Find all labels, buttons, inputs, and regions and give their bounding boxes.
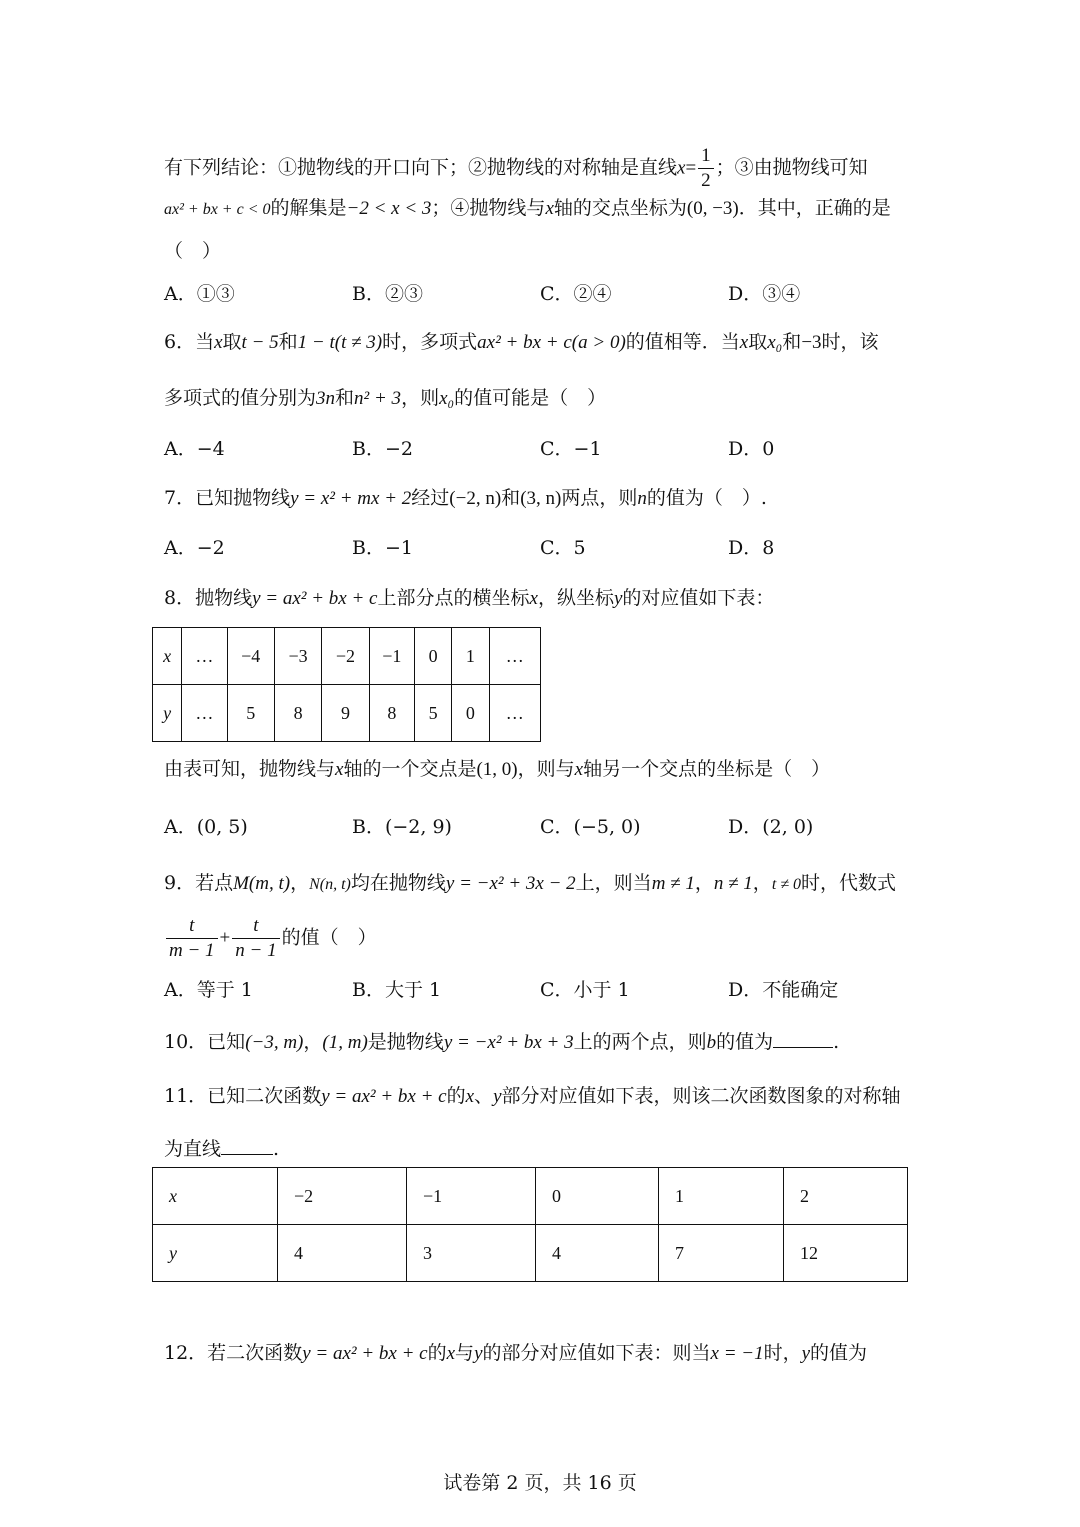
q9-text: ， [694,872,714,894]
table-cell: 0 [452,685,489,742]
table-cell: 8 [274,685,321,742]
table-row [153,628,541,685]
q12-cond: x = −1 [710,1343,764,1364]
q9-text: ， [752,872,772,894]
q6-text: 6．当 [164,331,215,353]
q6-text: 和 [335,387,355,409]
q8-line [164,589,774,608]
q12-expr: y = ax² + bx + c [302,1343,428,1364]
table-cell: −2 [322,628,369,685]
q6-option-d[interactable]: D．0 [728,438,775,460]
q12-var: y [474,1343,483,1364]
q7-option-d[interactable]: D．8 [728,537,775,559]
q8-option-d[interactable]: D．(2, 0) [728,816,814,838]
q5-text-end: ；③由抛物线可知 [715,156,868,179]
q10-text: 上的两个点，则 [573,1031,707,1053]
q9-point: M(m, t) [233,873,291,894]
q9-option-b[interactable]: B．大于 1 [352,979,442,1001]
q12-line [164,1344,867,1363]
q6-expr: −3 [801,332,822,353]
q5-text: 有下列结论：①抛物线的开口向下；②抛物线的对称轴是直线 [164,156,678,179]
table-row [153,1168,908,1225]
q7-point: (−2, n) [449,488,502,509]
q11-text: 11．已知二次函数 [164,1085,322,1107]
table-cell: 3 [407,1225,536,1282]
q9-text: 时，代数式 [801,872,897,894]
q6-text: 和 [782,331,802,353]
q6-text: 多项式的值分别为 [164,387,317,409]
frac-denominator: m − 1 [169,939,215,961]
q12-text: 的 [427,1342,447,1364]
table-cell: −2 [278,1168,407,1225]
q6-option-a[interactable]: A．−4 [164,438,225,460]
q7-var: n [637,488,647,509]
q9-cond: t ≠ 0 [771,876,802,893]
q11-text: . [273,1138,280,1160]
q5-option-a[interactable]: A．①③ [164,283,235,305]
q7-option-b[interactable]: B．−1 [352,537,413,559]
q9-text: 的值（ ） [281,926,377,949]
q6-text: 时，多项式 [382,331,478,353]
q12-var: x [446,1343,456,1364]
q6-var: x [739,332,749,353]
q8-var: x [529,588,538,609]
q5-eq: = [685,157,697,179]
frac-numerator: t [166,916,218,939]
q8-expr: y = ax² + bx + c [252,588,378,609]
table-cell: 0 [414,628,451,685]
frac-numerator: t [232,916,279,939]
q8-text: 的对应值如下表： [622,587,775,609]
q5-option-b[interactable]: B．②③ [352,283,423,305]
q8-text: ，则与 [517,758,575,780]
q9-plus: + [219,927,231,949]
q12-text: 的值为 [810,1342,868,1364]
q8-var: x [335,759,344,780]
table-cell: −1 [369,628,414,685]
q7-line [164,489,767,508]
table-cell: 7 [659,1225,784,1282]
table-cell: 8 [369,685,414,742]
table-cell: 1 [452,628,489,685]
q8-followup [164,760,830,779]
q12-text: 与 [455,1342,475,1364]
q7-option-a[interactable]: A．−2 [164,537,225,559]
q12-text: 12．若二次函数 [164,1342,303,1364]
table-row [153,1225,908,1282]
q8-text: 轴的一个交点是 [343,758,477,780]
q7-text: 和 [501,487,521,509]
table-cell: 4 [536,1225,659,1282]
table-cell: 5 [414,685,451,742]
q5-inequality: ax² + bx + c < 0 [164,201,271,218]
q5-paren: （ ） [164,240,222,262]
q9-line2 [164,916,377,961]
q10-text: 是抛物线 [367,1031,444,1053]
q9-expr: y = −x² + 3x − 2 [445,873,576,894]
q6-line1 [164,333,879,352]
q6-var: x [214,332,223,353]
q6-expr: 3n [316,388,336,409]
q10-var: b [706,1032,717,1053]
q6-expr: x₀ [767,332,783,353]
q11-expr: y = ax² + bx + c [321,1086,447,1107]
frac-denominator: 2 [701,169,711,191]
table-cell: 5 [227,685,274,742]
q5-var: x [545,198,554,219]
q9-option-a[interactable]: A．等于 1 [164,979,253,1001]
q5-text: ；④抛物线与 [431,197,546,219]
q5-var: x [677,157,686,179]
q11-line2 [164,1137,279,1159]
q11-answer-blank[interactable] [221,1137,273,1155]
q9-fraction-2 [232,916,279,961]
q9-text: 上，则当 [575,872,652,894]
q11-line1 [164,1087,901,1106]
table-cell: … [489,628,540,685]
q9-fraction-1 [166,916,218,961]
q9-option-c[interactable]: C．小于 1 [540,979,630,1001]
q12-var: y [801,1343,811,1364]
q5-option-c[interactable]: C．②④ [540,283,612,305]
table-cell: y [153,1225,278,1282]
q6-expr: 1 − t(t ≠ 3) [297,332,383,353]
q6-text: 的值可能是（ ） [454,387,607,409]
q11-text: 为直线 [164,1138,222,1160]
q8-option-c[interactable]: C．(−5, 0) [540,816,641,838]
q12-text: 的部分对应值如下表：则当 [482,1342,711,1364]
q6-text: 的值相等．当 [625,331,740,353]
q8-point: (1, 0) [476,759,518,780]
q8-text: 上部分点的横坐标 [377,587,530,609]
table-cell: −4 [227,628,274,685]
q11-table [152,1167,908,1282]
q8-text: 由表可知，抛物线与 [164,758,336,780]
q8-var: y [613,588,623,609]
q10-text: . [833,1031,840,1053]
q6-expr: x₀ [439,388,455,409]
q10-text: 的值为 [716,1031,774,1053]
q5-fraction [698,146,714,191]
q9-text: ， [290,872,310,894]
table-cell: 0 [536,1168,659,1225]
q8-option-a[interactable]: A．(0, 5) [164,816,248,838]
q10-text: 10．已知 [164,1031,246,1053]
q10-point: (−3, m) [245,1032,304,1053]
q6-expr: t − 5 [241,332,279,353]
q12-text: 时， [763,1342,802,1364]
q5-range: −2 < x < 3 [346,198,432,219]
frac-denominator: n − 1 [235,939,277,961]
q9-text: 均在抛物线 [350,872,446,894]
q7-option-c[interactable]: C．5 [540,537,586,559]
q6-text: 和 [278,331,298,353]
q6-text: 取 [222,331,242,353]
q7-point: (3, n) [520,488,562,509]
q7-text: 7．已知抛物线 [164,487,291,509]
table-cell: −1 [407,1168,536,1225]
table-cell: x [153,628,182,685]
q5-text: 的解集是 [270,197,347,219]
q10-answer-blank[interactable] [773,1030,833,1048]
q10-text: ， [303,1031,323,1053]
table-cell: 9 [322,685,369,742]
table-cell: y [153,685,182,742]
q6-text: ，则 [401,387,440,409]
table-cell: 12 [784,1225,908,1282]
q9-text: 9．若点 [164,872,234,894]
q6-expr: ax² + bx + c(a > 0) [477,332,626,353]
q9-option-d[interactable]: D．不能确定 [728,979,839,1001]
q6-option-b[interactable]: B．−2 [352,438,413,460]
q8-table [152,627,541,742]
table-cell: … [182,685,227,742]
q5-text: 轴的交点坐标为 [553,197,687,219]
q11-var: y [493,1086,502,1107]
q7-expr: y = x² + mx + 2 [290,488,412,509]
q6-option-c[interactable]: C．−1 [540,438,602,460]
table-cell: 4 [278,1225,407,1282]
q8-option-b[interactable]: B．(−2, 9) [352,816,452,838]
table-cell: … [182,628,227,685]
q9-cond: m ≠ 1 [651,873,695,894]
table-cell: −3 [274,628,321,685]
q11-text: 、 [474,1085,494,1107]
table-cell: x [153,1168,278,1225]
q5-line1 [164,146,868,191]
q6-text: 取 [748,331,768,353]
q5-text: ．其中，正确的是 [738,197,891,219]
q7-text: 的值为（ ）. [646,487,767,509]
q10-line [164,1030,839,1052]
q11-text: 部分对应值如下表，则该二次函数图象的对称轴 [501,1085,901,1107]
page-footer: 试卷第 2 页，共 16 页 [443,1472,637,1494]
q7-text: 两点，则 [561,487,638,509]
q9-cond: n ≠ 1 [713,873,753,894]
q10-point: (1, m) [322,1032,368,1053]
q8-var: x [574,759,584,780]
q8-text: ，纵坐标 [537,587,614,609]
q5-line2 [164,199,891,218]
table-cell: 1 [659,1168,784,1225]
q6-line2 [164,389,606,408]
table-cell: … [489,685,540,742]
q8-text: 8．抛物线 [164,587,253,609]
q7-text: 经过 [411,487,450,509]
q6-expr: n² + 3 [354,388,402,409]
q5-option-d[interactable]: D．③④ [728,283,801,305]
q9-point: N(n, t) [309,876,351,893]
table-row [153,685,541,742]
q11-var: x [465,1086,475,1107]
q6-text: 时，该 [821,331,879,353]
q5-point: (0, −3) [686,198,739,219]
q8-text: 轴另一个交点的坐标是（ ） [583,758,831,780]
q9-line1 [164,874,896,893]
q10-expr: y = −x² + bx + 3 [443,1032,574,1053]
q11-text: 的 [446,1085,466,1107]
frac-numerator: 1 [698,146,714,169]
table-cell: 2 [784,1168,908,1225]
